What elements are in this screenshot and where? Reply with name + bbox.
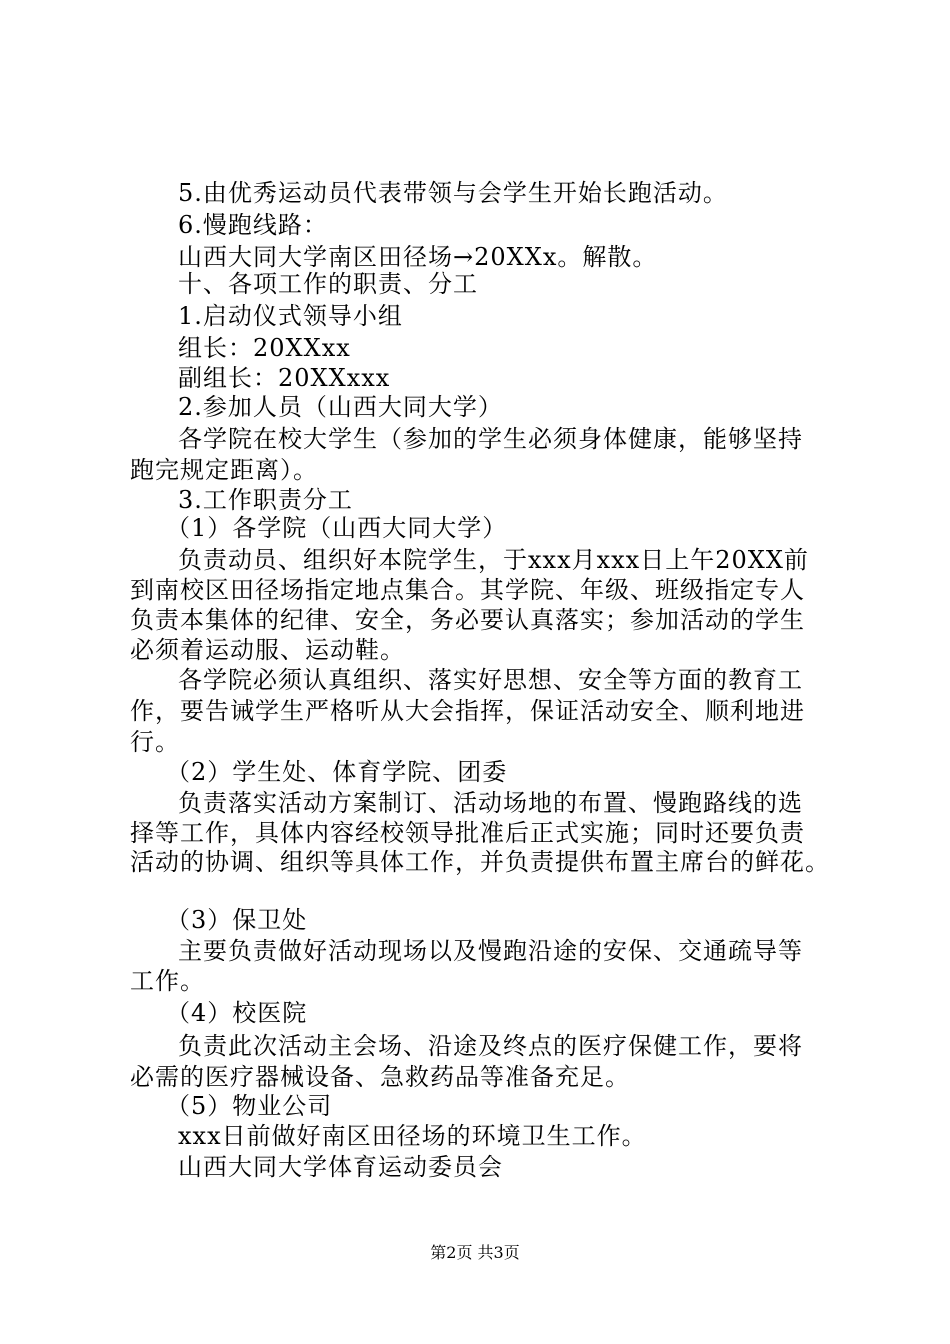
text-line: （5）物业公司 xyxy=(166,1092,333,1120)
text-line: 必须着运动服、运动鞋。 xyxy=(130,636,405,664)
text-line: （3）保卫处 xyxy=(166,906,308,934)
text-line: 跑完规定距离）。 xyxy=(130,456,318,484)
text-line: （1）各学院（山西大同大学） xyxy=(166,514,508,542)
text-line: 工作。 xyxy=(130,967,205,995)
text-line: 行。 xyxy=(130,728,180,756)
text-line: 6.慢跑线路： xyxy=(178,211,328,239)
text-line: 5.由优秀运动员代表带领与会学生开始长跑活动。 xyxy=(178,179,728,207)
text-line: 山西大同大学体育运动委员会 xyxy=(178,1153,503,1181)
text-line: 择等工作，具体内容经校领导批准后正式实施；同时还要负责 xyxy=(130,819,805,847)
text-line: 作，要告诫学生严格听从大会指挥，保证活动安全、顺利地进 xyxy=(130,697,805,725)
text-line: 1.启动仪式领导小组 xyxy=(178,302,403,330)
text-line: 各学院在校大学生（参加的学生必须身体健康，能够坚持 xyxy=(178,425,803,453)
text-line: 组长：20XXxx xyxy=(178,334,351,362)
text-line: 负责此次活动主会场、沿途及终点的医疗保健工作，要将 xyxy=(178,1032,803,1060)
text-line: 3.工作职责分工 xyxy=(178,486,353,514)
text-line: （2）学生处、体育学院、团委 xyxy=(166,758,508,786)
text-line: （4）校医院 xyxy=(166,999,308,1027)
text-line: 各学院必须认真组织、落实好思想、安全等方面的教育工 xyxy=(178,666,803,694)
text-line: 必需的医疗器械设备、急救药品等准备充足。 xyxy=(130,1063,630,1091)
page-footer: 第2页 共3页 xyxy=(430,1243,520,1262)
text-line: 2.参加人员（山西大同大学） xyxy=(178,393,503,421)
section-heading: 十、各项工作的职责、分工 xyxy=(178,270,478,298)
text-line: 负责动员、组织好本院学生，于xxx月xxx日上午20XX前 xyxy=(178,546,809,574)
text-line: 到南校区田径场指定地点集合。其学院、年级、班级指定专人 xyxy=(130,576,805,604)
text-line: 负责落实活动方案制订、活动场地的布置、慢跑路线的选 xyxy=(178,789,803,817)
text-line: 主要负责做好活动现场以及慢跑沿途的安保、交通疏导等 xyxy=(178,937,803,965)
text-line: 副组长：20XXxxx xyxy=(178,364,391,392)
text-line: 山西大同大学南区田径场→20XXx。解散。 xyxy=(178,243,658,271)
text-line: 负责本集体的纪律、安全，务必要认真落实；参加活动的学生 xyxy=(130,606,805,634)
text-line: 活动的协调、组织等具体工作，并负责提供布置主席台的鲜花。 xyxy=(130,848,830,876)
text-line: xxx日前做好南区田径场的环境卫生工作。 xyxy=(178,1122,647,1150)
